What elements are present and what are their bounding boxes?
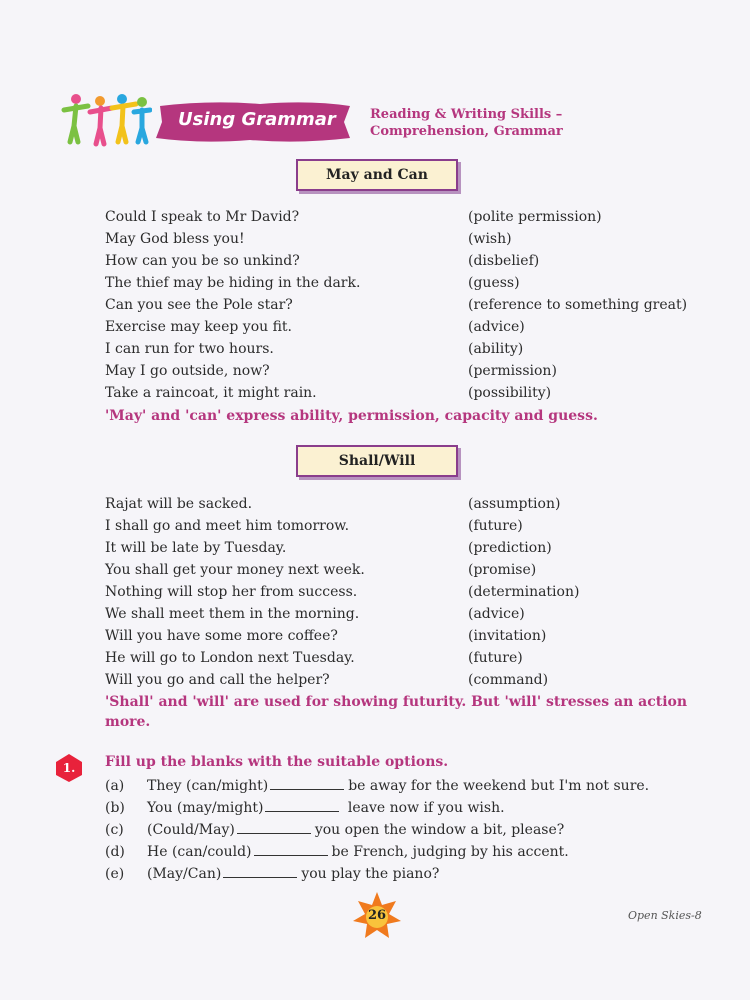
example-row xyxy=(105,294,705,316)
item-label: (b) xyxy=(105,800,125,816)
example-row xyxy=(105,250,705,272)
banner-title: Using Grammar xyxy=(178,109,336,130)
example-sentence: You shall get your money next week. xyxy=(105,562,365,578)
item-prompt: They (can/might) xyxy=(147,778,269,794)
example-meaning: (advice) xyxy=(468,319,525,335)
page-number: 26 xyxy=(367,908,387,923)
example-sentence: Will you go and call the helper? xyxy=(105,672,330,688)
example-meaning: (prediction) xyxy=(468,540,552,556)
example-meaning: (guess) xyxy=(468,275,520,291)
example-meaning: (command) xyxy=(468,672,549,688)
answer-blank[interactable] xyxy=(265,797,339,812)
example-row xyxy=(105,647,705,669)
book-title: Open Skies-8 xyxy=(628,909,702,922)
answer-blank[interactable] xyxy=(223,863,297,878)
example-sentence: I can run for two hours. xyxy=(105,341,274,357)
example-sentence: Could I speak to Mr David? xyxy=(105,209,300,225)
item-label: (e) xyxy=(105,866,125,882)
example-sentence: I shall go and meet him tomorrow. xyxy=(105,518,350,534)
example-meaning: (reference to something great) xyxy=(468,297,688,313)
rule-shall-will: 'Shall' and 'will' are used for showing futurity. But 'will' stresses an action more. xyxy=(105,694,688,730)
example-sentence: Can you see the Pole star? xyxy=(105,297,293,313)
example-sentence: How can you be so unkind? xyxy=(105,253,300,269)
exercise-item xyxy=(105,775,649,797)
example-meaning: (disbelief) xyxy=(468,253,540,269)
item-continuation: be away for the weekend but I'm not sure. xyxy=(348,778,650,794)
example-meaning: (ability) xyxy=(468,341,524,357)
example-meaning: (advice) xyxy=(468,606,525,622)
item-label: (a) xyxy=(105,778,125,794)
example-row xyxy=(105,360,705,382)
answer-blank[interactable] xyxy=(237,819,311,834)
item-label: (d) xyxy=(105,844,125,860)
example-meaning: (promise) xyxy=(468,562,537,578)
item-prompt: He (can/could) xyxy=(147,844,252,860)
example-sentence: It will be late by Tuesday. xyxy=(105,540,287,556)
item-prompt: You (may/might) xyxy=(147,800,264,816)
exercise-item xyxy=(105,819,564,841)
example-row xyxy=(105,669,705,691)
example-sentence: The thief may be hiding in the dark. xyxy=(105,275,361,291)
example-sentence: Rajat will be sacked. xyxy=(105,496,253,512)
exercise-item xyxy=(105,841,569,863)
rule-may-can: 'May' and 'can' express ability, permission, capacity and guess. xyxy=(105,408,598,424)
answer-blank[interactable] xyxy=(270,775,344,790)
example-row xyxy=(105,228,705,250)
example-row xyxy=(105,272,705,294)
example-sentence: Exercise may keep you fit. xyxy=(105,319,292,335)
item-prompt: (Could/May) xyxy=(147,822,235,838)
item-label: (c) xyxy=(105,822,124,838)
exercise-item xyxy=(105,863,439,885)
example-row xyxy=(105,316,705,338)
exercise-item xyxy=(105,797,505,819)
example-meaning: (invitation) xyxy=(468,628,547,644)
exercise-title: Fill up the blanks with the suitable options. xyxy=(105,754,449,770)
example-meaning: (determination) xyxy=(468,584,580,600)
example-row xyxy=(105,625,705,647)
example-sentence: May God bless you! xyxy=(105,231,245,247)
example-row xyxy=(105,382,705,404)
exercise-number: 1. xyxy=(62,761,76,775)
example-meaning: (polite permission) xyxy=(468,209,602,225)
example-row xyxy=(105,559,705,581)
example-meaning: (future) xyxy=(468,650,523,666)
example-meaning: (future) xyxy=(468,518,523,534)
section-heading-shall-will: Shall/Will xyxy=(296,445,458,477)
example-row xyxy=(105,493,705,515)
example-sentence: Nothing will stop her from success. xyxy=(105,584,358,600)
example-meaning: (permission) xyxy=(468,363,557,379)
example-meaning: (possibility) xyxy=(468,385,552,401)
skills-line-2: Comprehension, Grammar xyxy=(370,124,563,139)
item-continuation: be French, judging by his accent. xyxy=(331,844,569,860)
example-sentence: We shall meet them in the morning. xyxy=(105,606,360,622)
example-row xyxy=(105,603,705,625)
item-continuation: you open the window a bit, please? xyxy=(314,822,565,838)
section-heading-may-can: May and Can xyxy=(296,159,458,191)
example-sentence: May I go outside, now? xyxy=(105,363,270,379)
item-continuation: you play the piano? xyxy=(301,866,440,882)
example-row xyxy=(105,338,705,360)
example-meaning: (assumption) xyxy=(468,496,561,512)
example-row xyxy=(105,581,705,603)
answer-blank[interactable] xyxy=(254,841,328,856)
item-continuation: leave now if you wish. xyxy=(343,800,505,816)
example-sentence: Take a raincoat, it might rain. xyxy=(105,385,317,401)
people-group-icon xyxy=(60,92,152,150)
example-sentence: He will go to London next Tuesday. xyxy=(105,650,355,666)
skills-subtitle xyxy=(370,106,563,140)
example-row xyxy=(105,515,705,537)
skills-line-1: Reading & Writing Skills – xyxy=(370,107,563,122)
example-row xyxy=(105,206,705,228)
item-prompt: (May/Can) xyxy=(147,866,222,882)
example-row xyxy=(105,537,705,559)
example-sentence: Will you have some more coffee? xyxy=(105,628,338,644)
example-meaning: (wish) xyxy=(468,231,512,247)
